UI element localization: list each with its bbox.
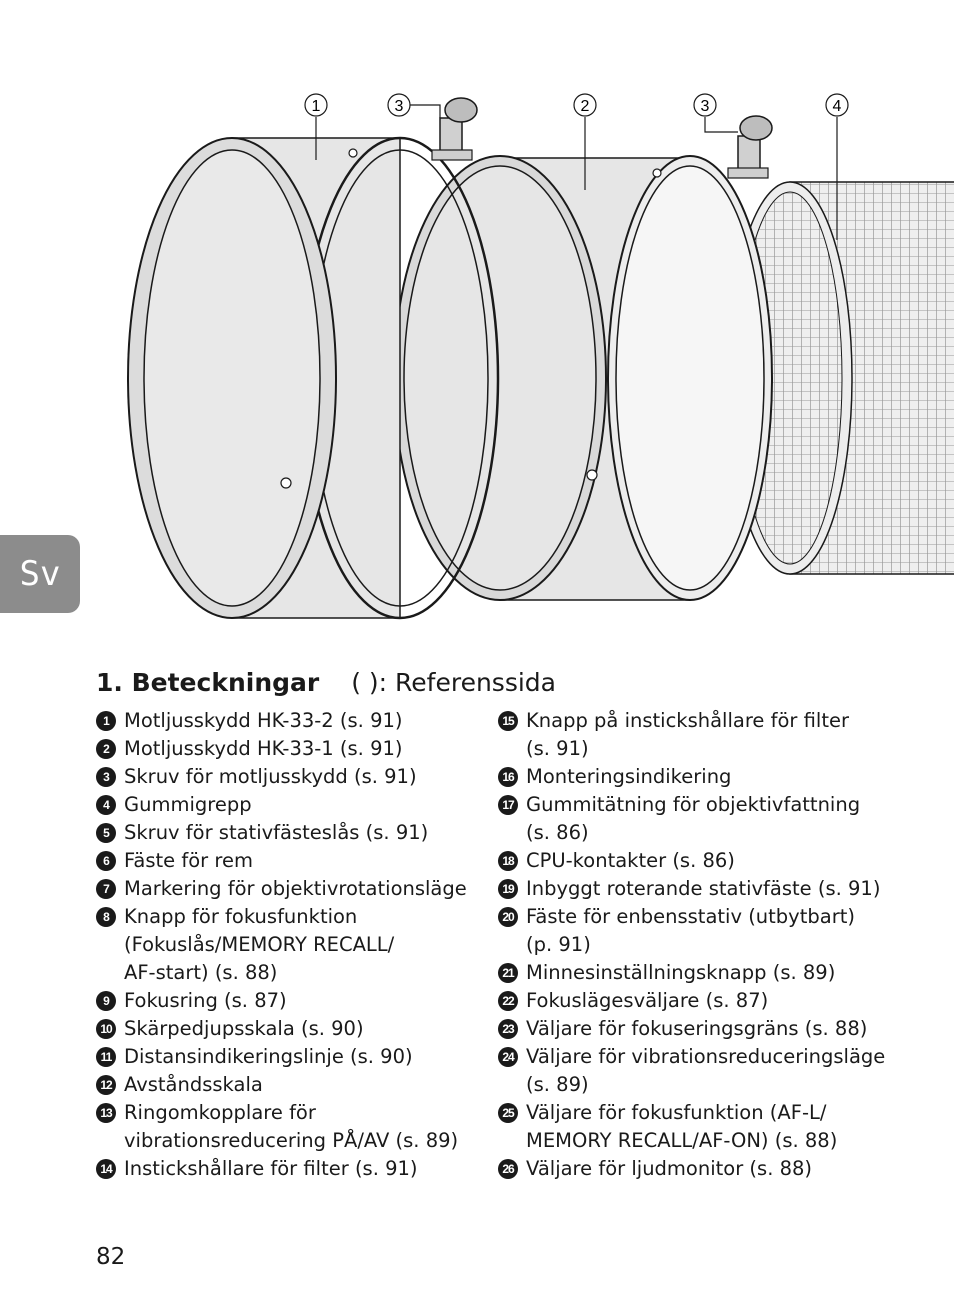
item-text: Skärpedjupsskala (s. 90) xyxy=(124,1017,364,1040)
item-number-badge: 17 xyxy=(498,795,518,815)
list-item xyxy=(96,987,486,1015)
item-number-badge: 14 xyxy=(96,1159,116,1179)
item-text: (s. 89) xyxy=(526,1073,589,1096)
list-item xyxy=(498,1155,918,1183)
callout-number: 3 xyxy=(394,98,404,115)
item-text: Skruv för motljusskydd (s. 91) xyxy=(124,765,417,788)
language-tab: Sv xyxy=(0,535,80,613)
item-number-badge: 9 xyxy=(96,991,116,1011)
item-text: MEMORY RECALL/AF-ON) (s. 88) xyxy=(526,1129,838,1152)
item-number-badge: 26 xyxy=(498,1159,518,1179)
reference-note: ( ): Referenssida xyxy=(351,668,556,697)
item-number-badge: 18 xyxy=(498,851,518,871)
item-number-badge: 1 xyxy=(96,711,116,731)
list-item xyxy=(498,875,918,903)
list-item xyxy=(96,819,486,847)
list-item xyxy=(498,959,918,987)
item-text: Monteringsindikering xyxy=(526,765,732,788)
item-text: AF-start) (s. 88) xyxy=(124,961,278,984)
item-text: Markering för objektivrotationsläge xyxy=(124,877,467,900)
item-number-badge: 3 xyxy=(96,767,116,787)
item-number-badge: 13 xyxy=(96,1103,116,1123)
item-number-badge: 6 xyxy=(96,851,116,871)
list-item xyxy=(96,763,486,791)
item-number-badge: 16 xyxy=(498,767,518,787)
item-number-badge: 24 xyxy=(498,1047,518,1067)
item-number-badge: 12 xyxy=(96,1075,116,1095)
item-number-badge: 11 xyxy=(96,1047,116,1067)
item-text: Motljusskydd HK-33-1 (s. 91) xyxy=(124,737,403,760)
section-title: 1. Beteckningar xyxy=(96,668,320,697)
item-number-badge: 22 xyxy=(498,991,518,1011)
item-number-badge: 2 xyxy=(96,739,116,759)
item-text: Knapp för fokusfunktion xyxy=(124,905,358,928)
item-text: Skruv för stativfästeslås (s. 91) xyxy=(124,821,429,844)
item-text: Inbyggt roterande stativfäste (s. 91) xyxy=(526,877,881,900)
list-item xyxy=(96,847,486,875)
callout-labels xyxy=(305,94,848,116)
callout-number: 1 xyxy=(311,98,321,115)
item-text: vibrationsreducering PÅ/AV (s. 89) xyxy=(124,1129,459,1152)
item-number-badge: 8 xyxy=(96,907,116,927)
list-item xyxy=(96,875,486,903)
item-text: (Fokuslås/MEMORY RECALL/ xyxy=(124,933,395,956)
item-text: Distansindikeringslinje (s. 90) xyxy=(124,1045,413,1068)
item-text: Väljare för ljudmonitor (s. 88) xyxy=(526,1157,813,1180)
list-item xyxy=(498,1015,918,1043)
item-text: Fäste för enbensstativ (utbytbart) xyxy=(526,905,855,928)
parts-list-left xyxy=(96,707,486,1183)
page-number: 82 xyxy=(96,1244,126,1270)
item-number-badge: 23 xyxy=(498,1019,518,1039)
list-item xyxy=(498,763,918,791)
hood-hk-33-1 xyxy=(394,156,772,600)
item-number-badge: 25 xyxy=(498,1103,518,1123)
callout-number: 3 xyxy=(700,98,710,115)
item-text: (p. 91) xyxy=(526,933,591,956)
callout-number: 2 xyxy=(580,98,590,115)
parts-list-right xyxy=(498,707,918,1183)
item-text: Gummitätning för objektivfattning xyxy=(526,793,861,816)
item-text: Väljare för vibrationsreduceringsläge xyxy=(526,1045,886,1068)
item-text: Avståndsskala xyxy=(124,1073,263,1096)
item-text: Minnesinställningsknapp (s. 89) xyxy=(526,961,836,984)
callout-number: 4 xyxy=(832,98,842,115)
list-item xyxy=(96,735,486,763)
list-item xyxy=(96,1155,486,1183)
item-text: Fäste för rem xyxy=(124,849,253,872)
item-text: (s. 91) xyxy=(526,737,589,760)
hood-screw-icon xyxy=(432,98,477,160)
item-number-badge: 21 xyxy=(498,963,518,983)
hood-screw-icon xyxy=(728,116,772,178)
list-item xyxy=(498,1099,918,1155)
list-item xyxy=(96,1071,486,1099)
item-number-badge: 15 xyxy=(498,711,518,731)
list-item xyxy=(498,903,918,959)
item-text: (s. 86) xyxy=(526,821,589,844)
item-text: Gummigrepp xyxy=(124,793,252,816)
list-item xyxy=(96,1099,486,1155)
item-number-badge: 19 xyxy=(498,879,518,899)
item-text: Fokusring (s. 87) xyxy=(124,989,287,1012)
item-number-badge: 7 xyxy=(96,879,116,899)
list-item xyxy=(96,1015,486,1043)
item-text: Väljare för fokusfunktion (AF-L/ xyxy=(526,1101,827,1124)
item-text: CPU-kontakter (s. 86) xyxy=(526,849,735,872)
item-text: Motljusskydd HK-33-2 (s. 91) xyxy=(124,709,403,732)
item-text: Knapp på instickshållare för filter xyxy=(526,709,849,732)
list-item xyxy=(96,903,486,987)
lens-hood-illustration xyxy=(0,0,954,640)
item-text: Fokuslägesväljare (s. 87) xyxy=(526,989,769,1012)
list-item xyxy=(498,847,918,875)
section-heading xyxy=(96,668,556,697)
item-text: Instickshållare för filter (s. 91) xyxy=(124,1157,418,1180)
list-item xyxy=(96,1043,486,1071)
list-item xyxy=(498,707,918,763)
list-item xyxy=(498,987,918,1015)
item-text: Väljare för fokuseringsgräns (s. 88) xyxy=(526,1017,868,1040)
item-number-badge: 5 xyxy=(96,823,116,843)
item-number-badge: 4 xyxy=(96,795,116,815)
list-item xyxy=(96,707,486,735)
item-number-badge: 10 xyxy=(96,1019,116,1039)
list-item xyxy=(498,791,918,847)
list-item xyxy=(96,791,486,819)
item-number-badge: 20 xyxy=(498,907,518,927)
item-text: Ringomkopplare för xyxy=(124,1101,316,1124)
list-item xyxy=(498,1043,918,1099)
